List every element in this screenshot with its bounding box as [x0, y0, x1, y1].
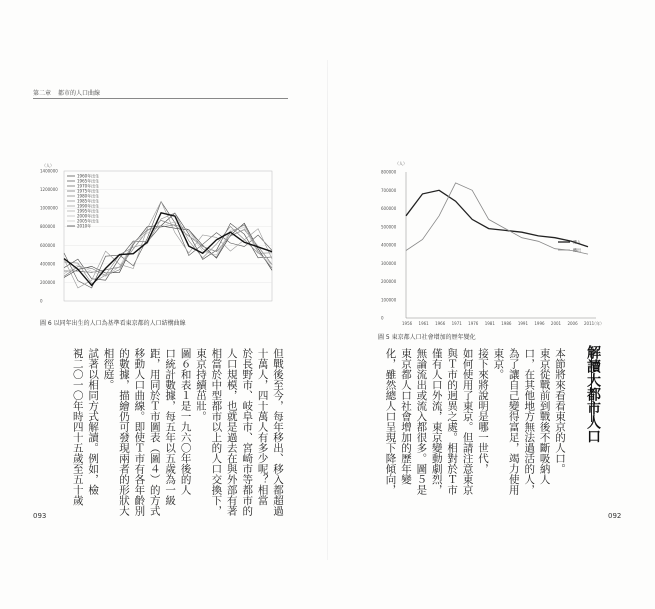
right-body-line: 與Ｔ市的迥異之處。相對於Ｔ市 [446, 348, 459, 495]
left-body-line: 試著以相同方式解讀。例如，檢 [87, 348, 100, 495]
fig5-y-tick: 300000 [381, 260, 397, 266]
fig6-legend-label: 1990年出生 [77, 203, 100, 209]
figure-5-caption: 圖 5 東京都人口社會增加的歷年變化 [378, 334, 476, 341]
right-body-line: 東京從戰前到戰後不斷吸納人 [538, 348, 551, 485]
fig6-y-tick: 1000000 [40, 205, 58, 211]
fig5-y-tick: 700000 [381, 187, 397, 193]
right-body-line: 本節將來看看東京的人口。 [554, 348, 566, 474]
header-rule [33, 98, 288, 99]
fig5-y-tick: 100000 [381, 297, 397, 303]
fig6-y-unit: （人） [42, 163, 54, 168]
figure-5-chart [380, 160, 605, 330]
fig5-x-tick: 1981 [484, 321, 495, 326]
fig6-legend-label: 2000年出生 [77, 213, 100, 219]
left-body-line: 人口規模，也就是過去在與外部有著 [225, 348, 238, 516]
fig5-y-tick: 0 [381, 315, 384, 321]
fig6-legend-label: 1975年出生 [77, 188, 100, 194]
left-body-line: 十萬人，四十萬人有多少呢？相當 [256, 348, 269, 506]
right-page-body [381, 348, 567, 508]
fig6-y-tick: 800000 [40, 224, 56, 230]
fig5-x-tick: 2001 [550, 321, 562, 326]
fig6-y-tick: 400000 [40, 261, 56, 267]
left-body-line: 相當於中型都市以上的人口交換下， [210, 348, 223, 516]
figure-6-chart [40, 163, 275, 313]
left-body-line: 但戰後至今，每年移出、移入都超過 [272, 348, 284, 516]
left-body-line: 移動人口曲線。即使Ｔ市有各年齡別 [133, 348, 146, 516]
right-body-line: 僅有人口外流，東京變動劇烈， [430, 348, 443, 495]
fig6-y-tick: 1400000 [40, 168, 58, 174]
fig5-x-tick: 1976 [468, 321, 479, 326]
fig5-y-tick: 600000 [381, 206, 397, 211]
folio-left: 093 [33, 512, 47, 520]
left-body-line: 口統計數據，每五年以五歲為一級 [164, 348, 177, 506]
fig6-legend-label: 1985年出生 [77, 198, 100, 204]
fig6-y-tick: 600000 [40, 242, 56, 248]
fig5-y-tick: 800000 [381, 169, 397, 175]
fig5-x-tick: 2006 [567, 321, 578, 326]
fig6-legend-label: 1995年出生 [77, 208, 100, 214]
fig6-legend-label: 2005年出生 [77, 218, 100, 224]
left-body-line: 於長野市、岐阜市、宮崎市等都市的 [241, 348, 254, 516]
fig6-legend-label: 2010年 [77, 223, 92, 229]
fig6-legend-label: 1970年出生 [77, 183, 100, 189]
left-page-body [69, 348, 285, 516]
fig6-y-tick: 1200000 [40, 187, 58, 193]
fig5-y-tick: 400000 [381, 242, 397, 248]
fig6-y-tick: 0 [40, 298, 43, 304]
figure-6-caption: 圖 6 以同年出生的人口為基準看東京都的人口結構曲線 [40, 320, 186, 327]
left-body-line: 的數據，描繪仍可發現兩者的形狀大 [117, 348, 130, 516]
fig5-series-line [406, 183, 588, 254]
right-body-line: 東京都人口社會增加的歷年變 [399, 348, 412, 485]
right-body-line: 為了讓自己變得富足，竭力使用 [507, 348, 520, 495]
figure-5 [380, 160, 605, 330]
right-body-line: 接下來將說明是哪一世代， [476, 348, 489, 474]
chapter-title: 都市的人口曲線 [57, 90, 100, 97]
fig5-legend-label: 轉出 [573, 247, 581, 253]
left-body-line: 東京持續茁壯。 [194, 348, 207, 422]
right-body-line: 化，雖然總人口呈現下降傾向， [384, 348, 397, 495]
fig5-x-tick: 1996 [534, 321, 545, 326]
fig6-legend-label: 1960年出生 [77, 173, 100, 179]
left-body-line: 圖６和表１是一九六〇年後的人 [179, 348, 192, 495]
fig5-x-tick: 1961 [418, 321, 429, 326]
right-body-line: 無論流出或流入都很多。圖５是 [415, 348, 428, 495]
folio-right: 092 [608, 512, 622, 520]
fig5-x-tick: 1986 [501, 321, 512, 326]
fig5-y-tick: 200000 [381, 279, 397, 284]
chapter-label: 第二章 [33, 90, 52, 97]
figure-6 [40, 163, 275, 313]
left-body-line: 視二〇一〇年時四十五歲至五十歲 [71, 348, 84, 506]
fig6-legend-label: 1965年出生 [77, 178, 100, 184]
right-body-line: 如何使用了東京。但請注意東京 [461, 348, 474, 495]
fig5-series-line [406, 190, 588, 247]
running-head [33, 88, 105, 97]
fig5-x-tick: 2011 [584, 321, 595, 326]
fig6-legend-label: 1980年出生 [77, 193, 100, 199]
fig5-legend-label: 轉入 [573, 239, 581, 245]
fig5-x-tick: 1966 [435, 321, 446, 326]
right-body-line: 口，在其他地方無法過活的人， [523, 348, 536, 495]
fig5-y-tick: 500000 [381, 224, 397, 230]
right-body-line: 東京。 [492, 348, 505, 380]
fig5-x-tick: 1971 [451, 321, 462, 326]
left-body-line: 距，用同於Ｔ市圖表（圖４）的方式 [148, 348, 161, 516]
left-body-line: 相徑庭。 [102, 348, 115, 390]
fig5-x-tick: 1991 [517, 321, 529, 326]
fig6-y-tick: 200000 [40, 279, 56, 285]
fig5-x-unit: （年） [592, 321, 604, 326]
fig5-x-tick: 1956 [402, 321, 413, 326]
fig5-y-unit: （人） [395, 161, 407, 166]
section-title: 解讀大都市人口 [585, 345, 601, 443]
page-gutter [327, 60, 328, 560]
fig6-series-line [64, 225, 272, 276]
